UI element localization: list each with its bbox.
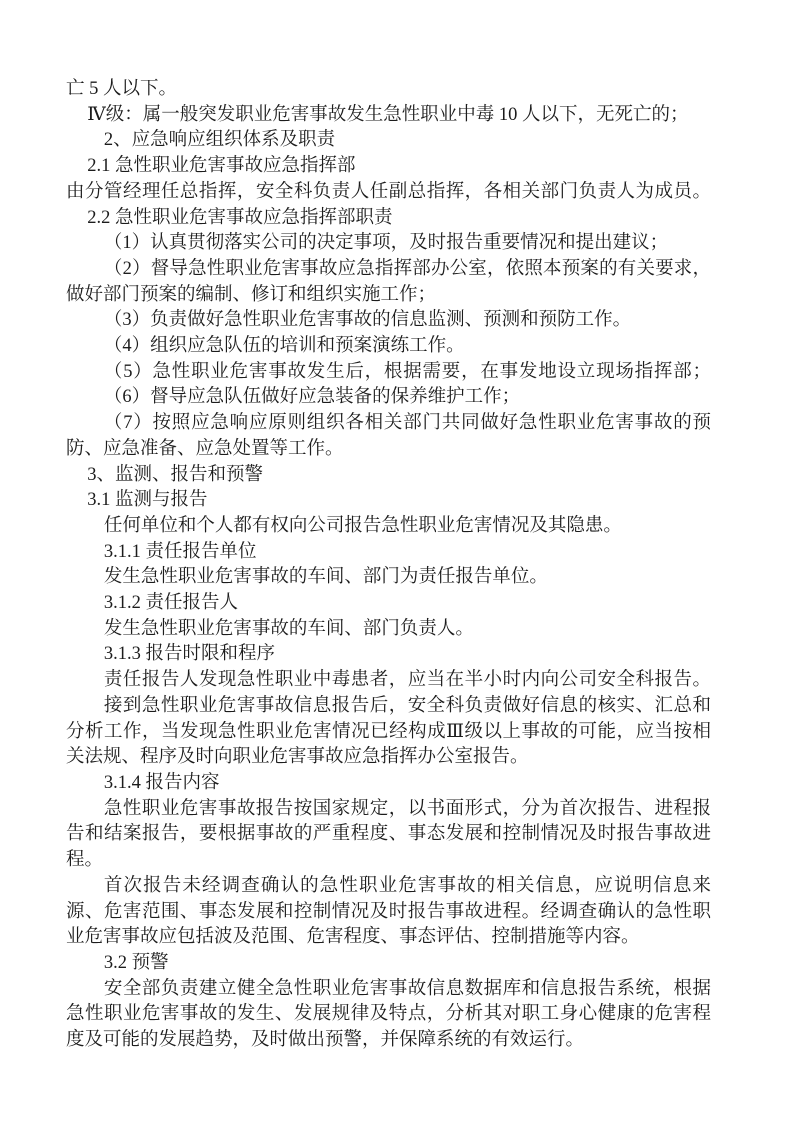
body-paragraph: 急性职业危害事故报告按国家规定，以书面形式，分为首次报告、进程报告和结案报告，要根据事故的严重程度、事态发展和控制情况及时报告事故进程。 bbox=[66, 798, 711, 871]
section-heading: 3.2 预警 bbox=[103, 952, 169, 973]
body-paragraph: 首次报告未经调查确认的急性职业危害事故的相关信息，应说明信息来源、危害范围、事态发展和控制情况及时报告事故进程。经调查确认的急性职业危害事故应包括波及范围、危害程度、事态评估、控制措施等内容。 bbox=[66, 875, 711, 948]
section-heading: 3.1.2 责任报告人 bbox=[103, 593, 239, 614]
body-paragraph: （1）认真贯彻落实公司的决定事项，及时报告重要情况和提出建议； bbox=[103, 233, 669, 254]
body-paragraph: 发生急性职业危害事故的车间、部门为责任报告单位。 bbox=[103, 567, 548, 588]
body-paragraph: （5）急性职业危害事故发生后，根据需要，在事发地设立现场指挥部； bbox=[103, 361, 711, 382]
body-paragraph: 安全部负责建立健全急性职业危害事故信息数据库和信息报告系统，根据急性职业危害事故的发生、发展规律及特点，分析其对职工身心健康的危害程度及可能的发展趋势，及时做出预警，并保障系统的有效运行。 bbox=[66, 978, 711, 1051]
section-heading: 3.1.1 责任报告单位 bbox=[103, 541, 257, 562]
document-body bbox=[66, 77, 711, 1054]
body-paragraph: 任何单位和个人都有权向公司报告急性职业危害情况及其隐患。 bbox=[103, 515, 622, 536]
body-paragraph: 亡 5 人以下。 bbox=[66, 79, 178, 99]
section-heading: 3.1 监测与报告 bbox=[87, 490, 208, 511]
section-heading: 2.2 急性职业危害事故应急指挥部职责 bbox=[87, 207, 393, 228]
body-paragraph: （4）组织应急队伍的培训和预案演练工作。 bbox=[103, 336, 465, 357]
body-paragraph: Ⅳ级：属一般突发职业危害事故发生急性职业中毒 10 人以下，无死亡的； bbox=[87, 104, 689, 125]
body-paragraph: 接到急性职业危害事故信息报告后，安全科负责做好信息的核实、汇总和分析工作，当发现急性职业危害情况已经构成Ⅲ级以上事故的可能，应当按相关法规、程序及时向职业危害事故应急指挥办公室报告。 bbox=[66, 695, 711, 768]
section-heading: 3.1.3 报告时限和程序 bbox=[103, 644, 276, 665]
body-paragraph: 责任报告人发现急性职业中毒患者，应当在半小时内向公司安全科报告。 bbox=[103, 670, 711, 691]
body-paragraph: （3）负责做好急性职业危害事故的信息监测、预测和预防工作。 bbox=[103, 310, 632, 331]
body-paragraph: 发生急性职业危害事故的车间、部门负责人。 bbox=[103, 618, 474, 639]
body-paragraph: （2）督导急性职业危害事故应急指挥部办公室，依照本预案的有关要求，做好部门预案的编制、修订和组织实施工作； bbox=[66, 258, 711, 305]
body-paragraph: （7）按照应急响应原则组织各相关部门共同做好急性职业危害事故的预防、应急准备、应急处置等工作。 bbox=[66, 413, 711, 459]
section-heading: 2、应急响应组织体系及职责 bbox=[103, 130, 336, 151]
body-paragraph: （6）督导应急队伍做好应急装备的保养维护工作； bbox=[103, 387, 521, 408]
section-heading: 2.1 急性职业危害事故应急指挥部 bbox=[87, 156, 356, 177]
body-paragraph: 由分管经理任总指挥，安全科负责人任副总指挥，各相关部门负责人为成员。 bbox=[66, 181, 711, 202]
section-heading: 3.1.4 报告内容 bbox=[103, 772, 220, 793]
section-heading: 3、监测、报告和预警 bbox=[87, 464, 264, 485]
